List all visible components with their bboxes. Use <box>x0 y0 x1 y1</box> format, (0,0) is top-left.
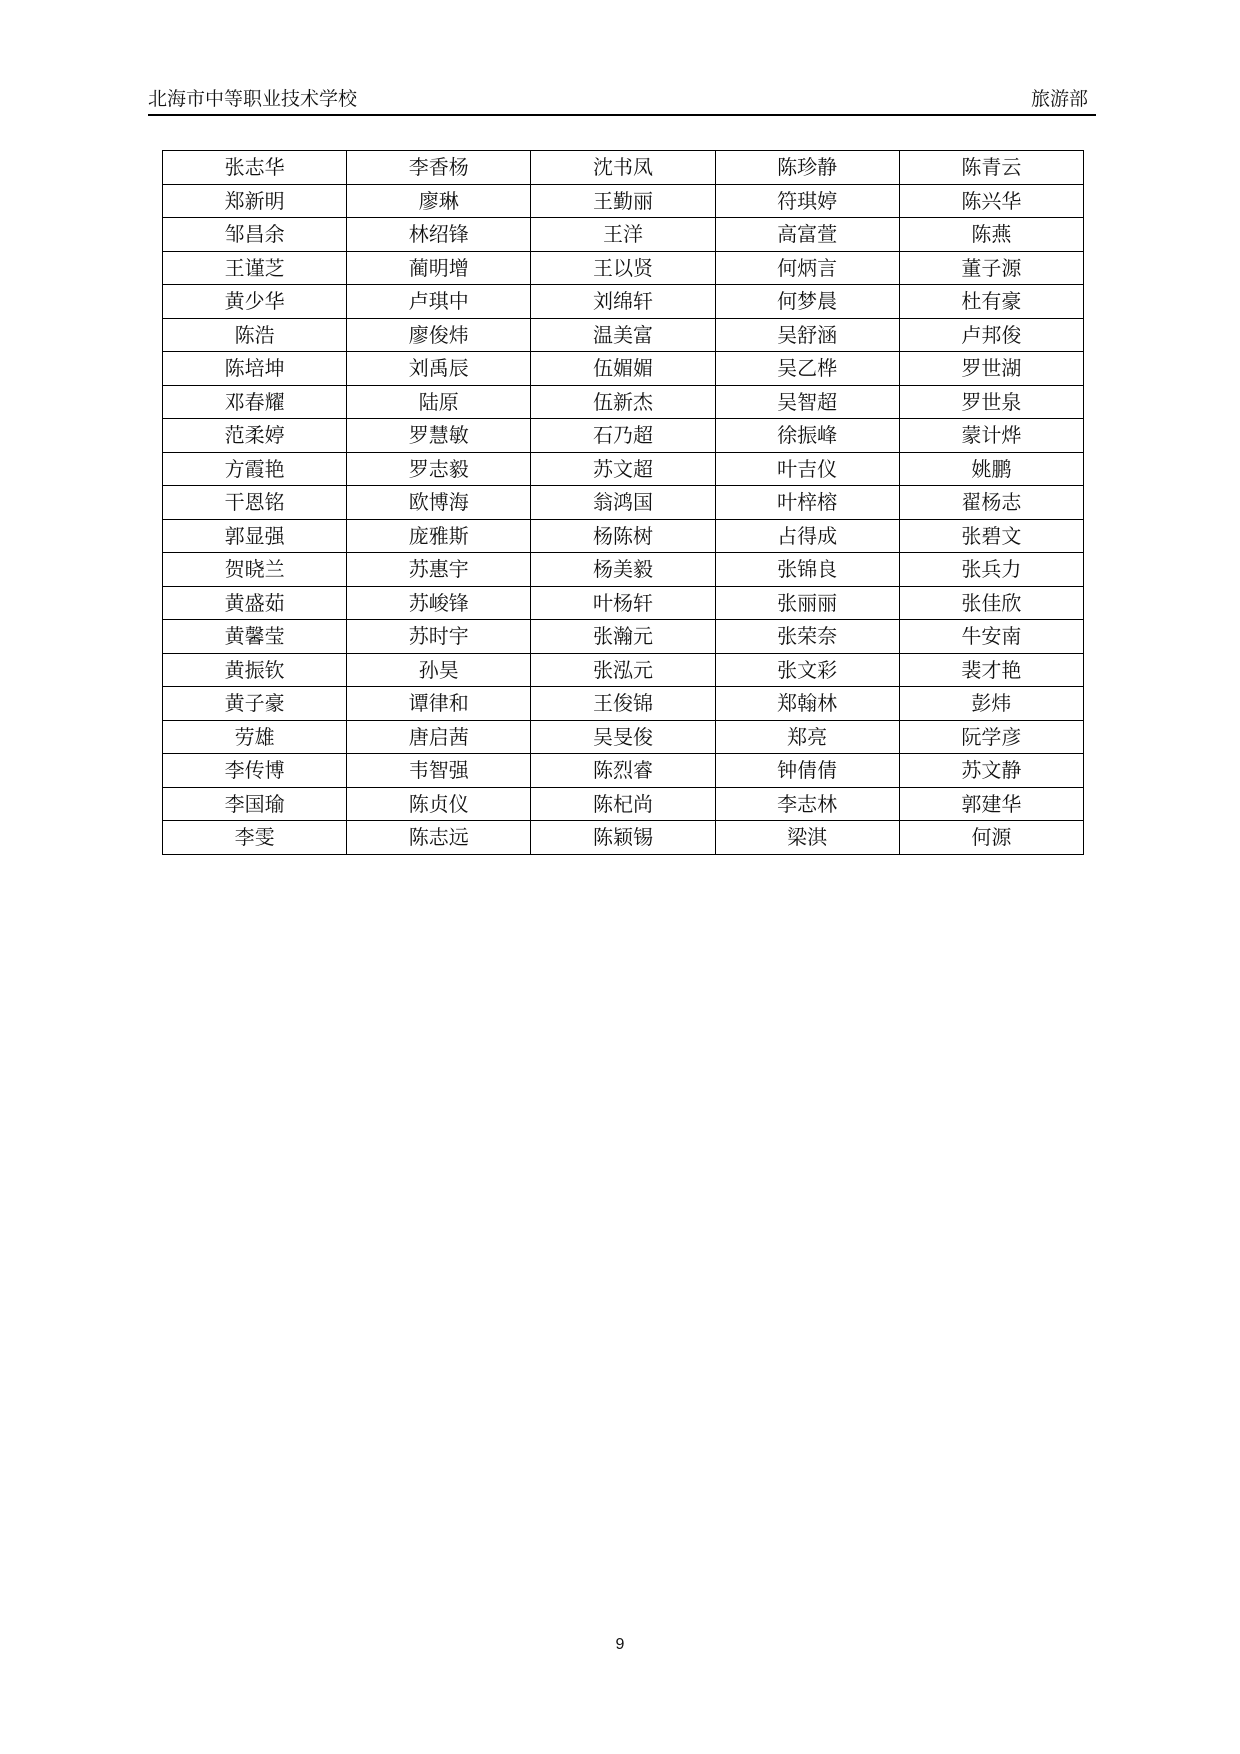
name-cell: 陈兴华 <box>899 184 1083 218</box>
name-cell: 邹昌余 <box>163 218 347 252</box>
name-cell: 伍新杰 <box>531 385 715 419</box>
name-cell: 梁淇 <box>715 821 899 855</box>
name-cell: 石乃超 <box>531 419 715 453</box>
name-cell: 吴旻俊 <box>531 720 715 754</box>
name-cell: 范柔婷 <box>163 419 347 453</box>
name-cell: 张兵力 <box>899 553 1083 587</box>
table-row <box>163 586 1084 620</box>
name-cell: 郑翰林 <box>715 687 899 721</box>
name-cell: 苏惠宇 <box>347 553 531 587</box>
name-cell: 张泓元 <box>531 653 715 687</box>
table-row <box>163 251 1084 285</box>
name-cell: 翟杨志 <box>899 486 1083 520</box>
name-cell: 张文彩 <box>715 653 899 687</box>
table-row <box>163 184 1084 218</box>
name-cell: 郭显强 <box>163 519 347 553</box>
name-cell: 唐启茜 <box>347 720 531 754</box>
name-cell: 何源 <box>899 821 1083 855</box>
name-cell: 李传博 <box>163 754 347 788</box>
table-row <box>163 754 1084 788</box>
name-cell: 卢琪中 <box>347 285 531 319</box>
table-row <box>163 285 1084 319</box>
name-cell: 裴才艳 <box>899 653 1083 687</box>
name-list-table <box>162 150 1084 855</box>
name-cell: 张志华 <box>163 151 347 185</box>
name-cell: 陈青云 <box>899 151 1083 185</box>
name-cell: 王俊锦 <box>531 687 715 721</box>
name-cell: 徐振峰 <box>715 419 899 453</box>
name-cell: 张佳欣 <box>899 586 1083 620</box>
name-cell: 李香杨 <box>347 151 531 185</box>
name-cell: 罗慧敏 <box>347 419 531 453</box>
name-cell: 钟倩倩 <box>715 754 899 788</box>
name-cell: 郭建华 <box>899 787 1083 821</box>
name-cell: 伍媚媚 <box>531 352 715 386</box>
name-cell: 韦智强 <box>347 754 531 788</box>
table-row <box>163 352 1084 386</box>
name-cell: 王以贤 <box>531 251 715 285</box>
table-row <box>163 620 1084 654</box>
name-cell: 张锦良 <box>715 553 899 587</box>
name-cell: 陈燕 <box>899 218 1083 252</box>
name-cell: 姚鹏 <box>899 452 1083 486</box>
name-cell: 阮学彦 <box>899 720 1083 754</box>
school-name: 北海市中等职业技术学校 <box>148 88 358 110</box>
name-cell: 何梦晨 <box>715 285 899 319</box>
name-cell: 方霞艳 <box>163 452 347 486</box>
name-cell: 罗志毅 <box>347 452 531 486</box>
name-cell: 邓春耀 <box>163 385 347 419</box>
table-row <box>163 553 1084 587</box>
name-cell: 廖琳 <box>347 184 531 218</box>
name-cell: 陆原 <box>347 385 531 419</box>
name-cell: 翁鸿国 <box>531 486 715 520</box>
name-cell: 陈珍静 <box>715 151 899 185</box>
name-cell: 黄盛茹 <box>163 586 347 620</box>
name-cell: 陈培坤 <box>163 352 347 386</box>
name-cell: 何炳言 <box>715 251 899 285</box>
name-cell: 谭律和 <box>347 687 531 721</box>
name-cell: 董子源 <box>899 251 1083 285</box>
name-cell: 张瀚元 <box>531 620 715 654</box>
name-cell: 庞雅斯 <box>347 519 531 553</box>
name-cell: 陈志远 <box>347 821 531 855</box>
name-cell: 李国瑜 <box>163 787 347 821</box>
table-row <box>163 218 1084 252</box>
name-cell: 刘绵轩 <box>531 285 715 319</box>
name-cell: 符琪婷 <box>715 184 899 218</box>
table-row <box>163 151 1084 185</box>
page-header <box>148 86 1096 116</box>
table-row <box>163 486 1084 520</box>
name-cell: 温美富 <box>531 318 715 352</box>
name-cell: 郑亮 <box>715 720 899 754</box>
name-cell: 贺晓兰 <box>163 553 347 587</box>
name-cell: 陈杞尚 <box>531 787 715 821</box>
name-cell: 叶梓榕 <box>715 486 899 520</box>
table-row <box>163 452 1084 486</box>
name-cell: 吴智超 <box>715 385 899 419</box>
department-name: 旅游部 <box>1030 88 1088 110</box>
name-cell: 卢邦俊 <box>899 318 1083 352</box>
name-cell: 王洋 <box>531 218 715 252</box>
name-cell: 叶杨轩 <box>531 586 715 620</box>
name-cell: 孙昊 <box>347 653 531 687</box>
name-cell: 苏文静 <box>899 754 1083 788</box>
name-cell: 杨陈树 <box>531 519 715 553</box>
name-cell: 吴舒涵 <box>715 318 899 352</box>
name-cell: 罗世泉 <box>899 385 1083 419</box>
name-cell: 干恩铭 <box>163 486 347 520</box>
name-cell: 罗世湖 <box>899 352 1083 386</box>
table-row <box>163 318 1084 352</box>
name-cell: 李志林 <box>715 787 899 821</box>
table-row <box>163 519 1084 553</box>
name-cell: 苏峻锋 <box>347 586 531 620</box>
table-row <box>163 821 1084 855</box>
name-cell: 彭炜 <box>899 687 1083 721</box>
name-cell: 蒙计烨 <box>899 419 1083 453</box>
name-cell: 黄子豪 <box>163 687 347 721</box>
name-cell: 黄馨莹 <box>163 620 347 654</box>
name-cell: 陈颖锡 <box>531 821 715 855</box>
name-cell: 高富萱 <box>715 218 899 252</box>
name-cell: 吴乙桦 <box>715 352 899 386</box>
table-row <box>163 720 1084 754</box>
name-cell: 欧博海 <box>347 486 531 520</box>
name-cell: 李雯 <box>163 821 347 855</box>
name-cell: 张荣奈 <box>715 620 899 654</box>
name-cell: 蔺明增 <box>347 251 531 285</box>
table-row <box>163 653 1084 687</box>
name-cell: 林绍锋 <box>347 218 531 252</box>
name-cell: 张丽丽 <box>715 586 899 620</box>
table-row <box>163 787 1084 821</box>
table-row <box>163 385 1084 419</box>
name-cell: 王勤丽 <box>531 184 715 218</box>
name-cell: 廖俊炜 <box>347 318 531 352</box>
name-cell: 杜有豪 <box>899 285 1083 319</box>
name-cell: 杨美毅 <box>531 553 715 587</box>
table-row <box>163 687 1084 721</box>
name-table-body <box>163 151 1084 855</box>
name-cell: 黄振钦 <box>163 653 347 687</box>
name-cell: 刘禹辰 <box>347 352 531 386</box>
page-number: 9 <box>615 1636 625 1653</box>
name-cell: 苏文超 <box>531 452 715 486</box>
name-cell: 张碧文 <box>899 519 1083 553</box>
name-cell: 陈烈睿 <box>531 754 715 788</box>
name-cell: 牛安南 <box>899 620 1083 654</box>
name-cell: 王谨芝 <box>163 251 347 285</box>
table-row <box>163 419 1084 453</box>
name-cell: 叶吉仪 <box>715 452 899 486</box>
name-cell: 苏时宇 <box>347 620 531 654</box>
name-cell: 郑新明 <box>163 184 347 218</box>
name-cell: 占得成 <box>715 519 899 553</box>
name-cell: 陈浩 <box>163 318 347 352</box>
name-cell: 沈书凤 <box>531 151 715 185</box>
name-cell: 黄少华 <box>163 285 347 319</box>
name-cell: 劳雄 <box>163 720 347 754</box>
name-cell: 陈贞仪 <box>347 787 531 821</box>
